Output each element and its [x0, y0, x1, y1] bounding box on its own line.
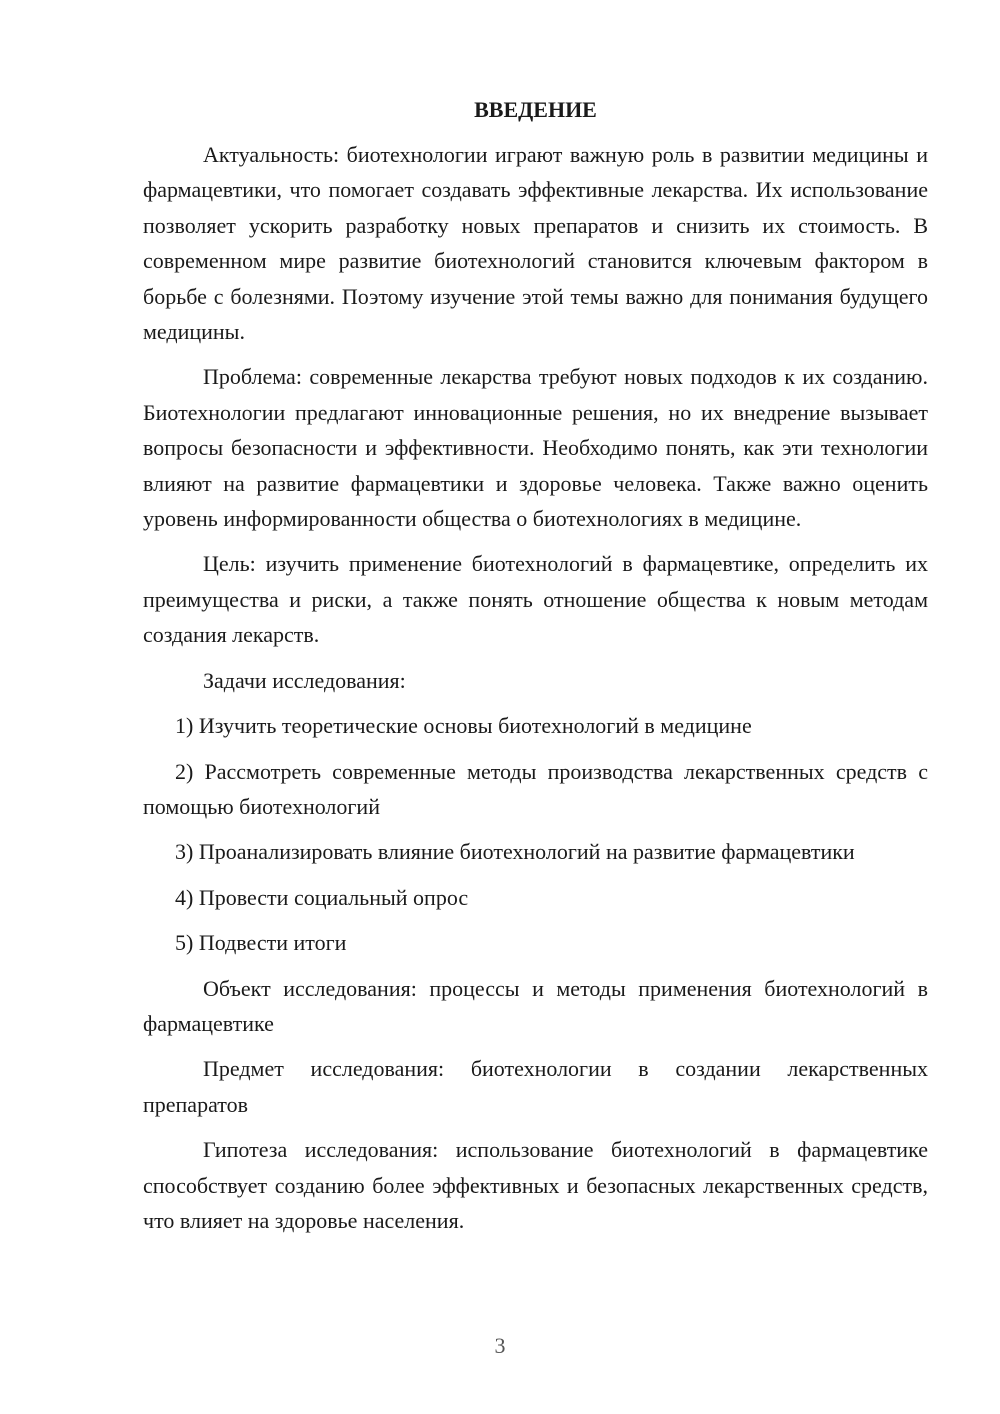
subject-paragraph: Предмет исследования: биотехнологии в создании лекарственных препаратов [143, 1056, 928, 1117]
document-page [143, 92, 928, 1248]
page-number: 3 [494, 1333, 506, 1358]
page-title: ВВЕДЕНИЕ [474, 97, 597, 122]
task-item-1: 1) Изучить теоретические основы биотехнологий в медицине [175, 713, 752, 739]
task-item-4: 4) Провести социальный опрос [175, 884, 469, 910]
task-item-5: 5) Подвести итоги [175, 930, 347, 956]
goal-paragraph: Цель: изучить применение биотехнологий в фармацевтике, определить их преимущества и риски, а также понять отношение общества к новым методам создания лекарств. [143, 551, 928, 648]
task-item-3: 3) Проанализировать влияние биотехнологий на развитие фармацевтики [175, 839, 855, 865]
tasks-title: Задачи исследования: [203, 667, 406, 693]
object-paragraph: Объект исследования: процессы и методы применения биотехнологий в фармацевтике [143, 975, 928, 1036]
task-item-2: 2) Рассмотреть современные методы производства лекарственных средств с помощью биотехнологий [143, 758, 928, 819]
relevance-paragraph: Актуальность: биотехнологии играют важную роль в развитии медицины и фармацевтики, что помогает создавать эффективные лекарства. Их использование позволяет ускорить разработку новых препаратов и снизить их стоимость. В современном мире развитие биотехнологий становится ключевым фактором в борьбе с болезнями. Поэтому изучение этой темы важно для понимания будущего медицины. [143, 142, 928, 345]
problem-paragraph: Проблема: современные лекарства требуют новых подходов к их созданию. Биотехнологии предлагают инновационные решения, но их внедрение вызывает вопросы безопасности и эффективности. Необходимо понять, как эти технологии влияют на развитие фармацевтики и здоровье человека. Также важно оценить уровень информированности общества о биотехнологиях в медицине. [143, 364, 928, 532]
hypothesis-paragraph: Гипотеза исследования: использование биотехнологий в фармацевтике способствует созданию более эффективных и безопасных лекарственных средств, что влияет на здоровье населения. [143, 1137, 928, 1233]
